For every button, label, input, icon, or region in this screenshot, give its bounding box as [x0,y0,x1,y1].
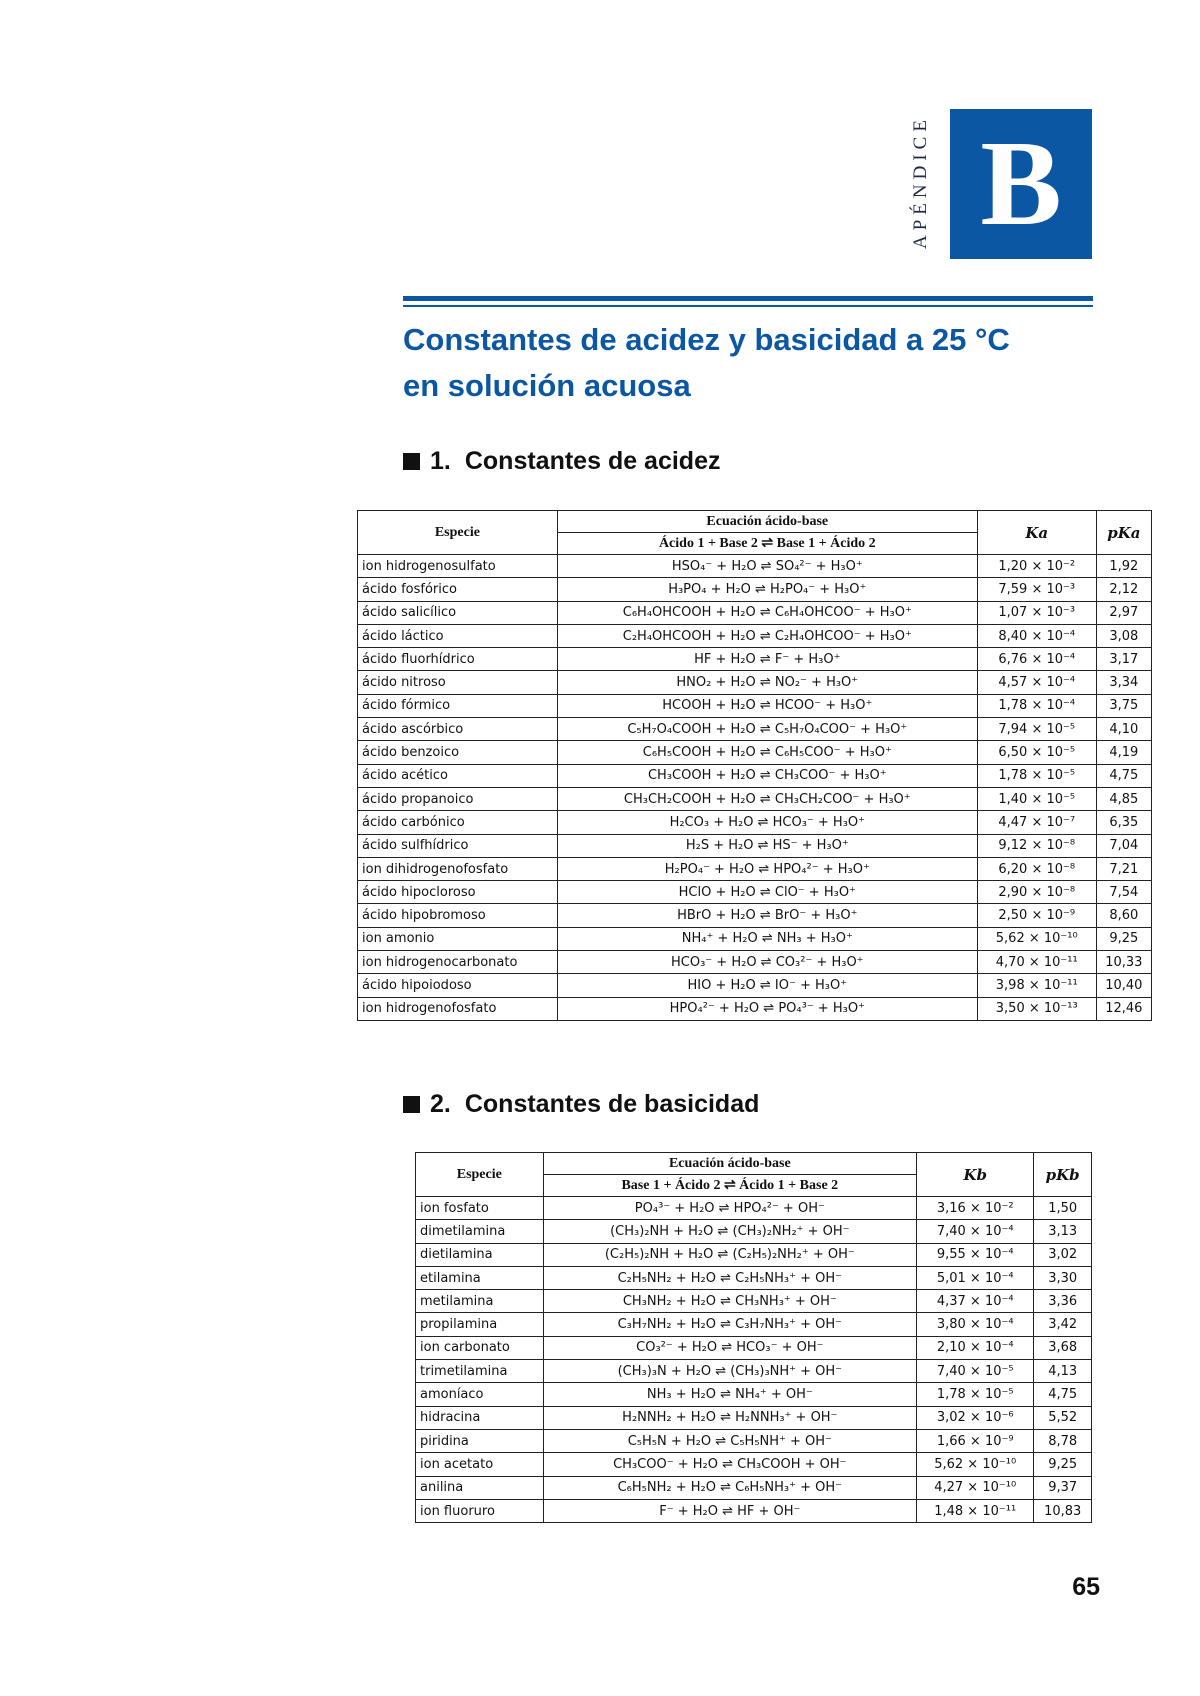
header-equation: Ecuación ácido-base [543,1153,916,1175]
table-row [358,694,1152,717]
pk-cell: 3,30 [1034,1266,1092,1289]
constant-cell: 5,62 × 10⁻¹⁰ [917,1453,1034,1476]
species-cell: ion dihidrogenofosfato [358,857,558,880]
table-row [358,555,1152,578]
species-cell: ácido fluorhídrico [358,648,558,671]
header-ka: Ka [977,511,1096,555]
table-row [416,1313,1092,1336]
species-cell: ion acetato [416,1453,544,1476]
section-title: Constantes de acidez [464,447,721,475]
equation-cell: C₅H₅N + H₂O ⇌ C₅H₅NH⁺ + OH⁻ [543,1429,916,1452]
header-equation: Ecuación ácido-base [557,511,977,533]
constant-cell: 3,98 × 10⁻¹¹ [977,974,1096,997]
equation-cell: C₆H₅NH₂ + H₂O ⇌ C₆H₅NH₃⁺ + OH⁻ [543,1476,916,1499]
species-cell: amoníaco [416,1383,544,1406]
pk-cell: 3,68 [1034,1336,1092,1359]
pk-cell: 4,75 [1096,764,1151,787]
species-cell: ácido láctico [358,624,558,647]
species-cell: ion hidrogenosulfato [358,555,558,578]
species-cell: ácido propanoico [358,787,558,810]
constant-cell: 3,02 × 10⁻⁶ [917,1406,1034,1429]
table-row [358,718,1152,741]
species-cell: ácido fórmico [358,694,558,717]
equation-cell: (C₂H₅)₂NH + H₂O ⇌ (C₂H₅)₂NH₂⁺ + OH⁻ [543,1243,916,1266]
species-cell: etilamina [416,1266,544,1289]
species-cell: ácido sulfhídrico [358,834,558,857]
section-heading-basicity [403,1090,759,1119]
table-row [416,1360,1092,1383]
table-row [358,927,1152,950]
constant-cell: 4,47 × 10⁻⁷ [977,811,1096,834]
pk-cell: 4,85 [1096,787,1151,810]
constant-cell: 1,20 × 10⁻² [977,555,1096,578]
equation-cell: HCO₃⁻ + H₂O ⇌ CO₃²⁻ + H₃O⁺ [557,951,977,974]
constant-cell: 1,78 × 10⁻⁵ [917,1383,1034,1406]
pk-cell: 3,02 [1034,1243,1092,1266]
appendix-label: APÉNDICE [910,115,931,249]
equation-cell: (CH₃)₂NH + H₂O ⇌ (CH₃)₂NH₂⁺ + OH⁻ [543,1220,916,1243]
equation-cell: HSO₄⁻ + H₂O ⇌ SO₄²⁻ + H₃O⁺ [557,555,977,578]
equation-cell: CH₃COOH + H₂O ⇌ CH₃COO⁻ + H₃O⁺ [557,764,977,787]
table-row [416,1383,1092,1406]
equation-cell: H₃PO₄ + H₂O ⇌ H₂PO₄⁻ + H₃O⁺ [557,578,977,601]
table-row [358,811,1152,834]
pk-cell: 7,04 [1096,834,1151,857]
equation-cell: C₂H₄OHCOOH + H₂O ⇌ C₂H₄OHCOO⁻ + H₃O⁺ [557,624,977,647]
species-cell: anilina [416,1476,544,1499]
constant-cell: 9,55 × 10⁻⁴ [917,1243,1034,1266]
pk-cell: 9,37 [1034,1476,1092,1499]
species-cell: ácido fosfórico [358,578,558,601]
table-row [358,764,1152,787]
equation-cell: NH₄⁺ + H₂O ⇌ NH₃ + H₃O⁺ [557,927,977,950]
table-row [358,857,1152,880]
pk-cell: 4,13 [1034,1360,1092,1383]
pk-cell: 7,21 [1096,857,1151,880]
constant-cell: 5,62 × 10⁻¹⁰ [977,927,1096,950]
equation-cell: C₃H₇NH₂ + H₂O ⇌ C₃H₇NH₃⁺ + OH⁻ [543,1313,916,1336]
table-row [358,741,1152,764]
constant-cell: 6,76 × 10⁻⁴ [977,648,1096,671]
table-row [358,578,1152,601]
species-cell: dietilamina [416,1243,544,1266]
table-row [416,1499,1092,1522]
table-row [416,1197,1092,1220]
species-cell: ácido acético [358,764,558,787]
title-rule-thick [403,296,1093,301]
page-title-line1: Constantes de acidez y basicidad a 25 °C [403,322,1010,357]
equation-cell: HNO₂ + H₂O ⇌ NO₂⁻ + H₃O⁺ [557,671,977,694]
species-cell: ácido hipocloroso [358,881,558,904]
appendix-letter-box [950,109,1092,259]
species-cell: ion amonio [358,927,558,950]
pk-cell: 1,92 [1096,555,1151,578]
species-cell: ion fluoruro [416,1499,544,1522]
constant-cell: 1,48 × 10⁻¹¹ [917,1499,1034,1522]
equation-cell: H₂S + H₂O ⇌ HS⁻ + H₃O⁺ [557,834,977,857]
header-pka: pKa [1096,511,1151,555]
table-row [416,1336,1092,1359]
species-cell: ácido carbónico [358,811,558,834]
constant-cell: 4,27 × 10⁻¹⁰ [917,1476,1034,1499]
equation-cell: H₂NNH₂ + H₂O ⇌ H₂NNH₃⁺ + OH⁻ [543,1406,916,1429]
equation-cell: CH₃COO⁻ + H₂O ⇌ CH₃COOH + OH⁻ [543,1453,916,1476]
pk-cell: 10,40 [1096,974,1151,997]
square-bullet-icon [403,453,420,470]
equation-cell: C₅H₇O₄COOH + H₂O ⇌ C₅H₇O₄COO⁻ + H₃O⁺ [557,718,977,741]
constant-cell: 7,40 × 10⁻⁴ [917,1220,1034,1243]
page-title [403,317,1123,409]
pk-cell: 1,50 [1034,1197,1092,1220]
constant-cell: 2,90 × 10⁻⁸ [977,881,1096,904]
table-row [416,1220,1092,1243]
equation-cell: (CH₃)₃N + H₂O ⇌ (CH₃)₃NH⁺ + OH⁻ [543,1360,916,1383]
table-row [416,1243,1092,1266]
section-title: Constantes de basicidad [464,1090,760,1118]
table-row [358,951,1152,974]
square-bullet-icon [403,1096,420,1113]
table-row [416,1266,1092,1289]
table-row [358,624,1152,647]
header-pkb: pKb [1034,1153,1092,1197]
basicity-table-body [416,1197,1092,1523]
table-row [358,671,1152,694]
section-number: 1. [430,447,451,475]
table-row [358,881,1152,904]
table-row [416,1453,1092,1476]
species-cell: propilamina [416,1313,544,1336]
species-cell: ion hidrogenocarbonato [358,951,558,974]
constant-cell: 1,07 × 10⁻³ [977,601,1096,624]
basicity-constants-table [415,1152,1092,1523]
table-row [358,997,1152,1020]
constant-cell: 2,10 × 10⁻⁴ [917,1336,1034,1359]
acidity-constants-table [357,510,1152,1021]
constant-cell: 9,12 × 10⁻⁸ [977,834,1096,857]
constant-cell: 3,50 × 10⁻¹³ [977,997,1096,1020]
constant-cell: 7,59 × 10⁻³ [977,578,1096,601]
constant-cell: 4,37 × 10⁻⁴ [917,1290,1034,1313]
header-equation-sub: Ácido 1 + Base 2 ⇌ Base 1 + Ácido 2 [557,533,977,555]
equation-cell: C₆H₄OHCOOH + H₂O ⇌ C₆H₄OHCOO⁻ + H₃O⁺ [557,601,977,624]
pk-cell: 9,25 [1096,927,1151,950]
pk-cell: 8,78 [1034,1429,1092,1452]
title-rule-thin [403,305,1093,307]
equation-cell: CH₃CH₂COOH + H₂O ⇌ CH₃CH₂COO⁻ + H₃O⁺ [557,787,977,810]
constant-cell: 8,40 × 10⁻⁴ [977,624,1096,647]
constant-cell: 7,40 × 10⁻⁵ [917,1360,1034,1383]
pk-cell: 10,83 [1034,1499,1092,1522]
constant-cell: 1,78 × 10⁻⁵ [977,764,1096,787]
table-row [358,834,1152,857]
equation-cell: HBrO + H₂O ⇌ BrO⁻ + H₃O⁺ [557,904,977,927]
species-cell: ácido hipobromoso [358,904,558,927]
pk-cell: 7,54 [1096,881,1151,904]
appendix-letter: B [980,116,1062,251]
equation-cell: CO₃²⁻ + H₂O ⇌ HCO₃⁻ + OH⁻ [543,1336,916,1359]
pk-cell: 5,52 [1034,1406,1092,1429]
pk-cell: 2,97 [1096,601,1151,624]
table-row [358,648,1152,671]
constant-cell: 6,20 × 10⁻⁸ [977,857,1096,880]
constant-cell: 5,01 × 10⁻⁴ [917,1266,1034,1289]
acidity-table-body [358,555,1152,1021]
pk-cell: 12,46 [1096,997,1151,1020]
pk-cell: 3,13 [1034,1220,1092,1243]
table-row [358,601,1152,624]
pk-cell: 3,17 [1096,648,1151,671]
equation-cell: H₂PO₄⁻ + H₂O ⇌ HPO₄²⁻ + H₃O⁺ [557,857,977,880]
equation-cell: HF + H₂O ⇌ F⁻ + H₃O⁺ [557,648,977,671]
pk-cell: 9,25 [1034,1453,1092,1476]
pk-cell: 4,75 [1034,1383,1092,1406]
page-title-line2: en solución acuosa [403,368,691,403]
equation-cell: C₂H₅NH₂ + H₂O ⇌ C₂H₅NH₃⁺ + OH⁻ [543,1266,916,1289]
species-cell: piridina [416,1429,544,1452]
constant-cell: 6,50 × 10⁻⁵ [977,741,1096,764]
pk-cell: 10,33 [1096,951,1151,974]
table-row [358,787,1152,810]
constant-cell: 1,40 × 10⁻⁵ [977,787,1096,810]
constant-cell: 3,16 × 10⁻² [917,1197,1034,1220]
section-heading-acidity [403,447,721,476]
table-row [358,904,1152,927]
constant-cell: 4,57 × 10⁻⁴ [977,671,1096,694]
constant-cell: 3,80 × 10⁻⁴ [917,1313,1034,1336]
section-number: 2. [430,1090,451,1118]
species-cell: ácido nitroso [358,671,558,694]
pk-cell: 3,34 [1096,671,1151,694]
table-row [416,1476,1092,1499]
species-cell: ion hidrogenofosfato [358,997,558,1020]
constant-cell: 1,66 × 10⁻⁹ [917,1429,1034,1452]
species-cell: hidracina [416,1406,544,1429]
species-cell: ácido ascórbico [358,718,558,741]
equation-cell: CH₃NH₂ + H₂O ⇌ CH₃NH₃⁺ + OH⁻ [543,1290,916,1313]
table-row [416,1406,1092,1429]
constant-cell: 1,78 × 10⁻⁴ [977,694,1096,717]
pk-cell: 3,75 [1096,694,1151,717]
equation-cell: F⁻ + H₂O ⇌ HF + OH⁻ [543,1499,916,1522]
header-kb: Kb [917,1153,1034,1197]
pk-cell: 2,12 [1096,578,1151,601]
pk-cell: 6,35 [1096,811,1151,834]
equation-cell: H₂CO₃ + H₂O ⇌ HCO₃⁻ + H₃O⁺ [557,811,977,834]
equation-cell: HCOOH + H₂O ⇌ HCOO⁻ + H₃O⁺ [557,694,977,717]
species-cell: trimetilamina [416,1360,544,1383]
species-cell: metilamina [416,1290,544,1313]
equation-cell: C₆H₅COOH + H₂O ⇌ C₆H₅COO⁻ + H₃O⁺ [557,741,977,764]
equation-cell: PO₄³⁻ + H₂O ⇌ HPO₄²⁻ + OH⁻ [543,1197,916,1220]
pk-cell: 3,08 [1096,624,1151,647]
page-number: 65 [1072,1573,1100,1601]
pk-cell: 3,36 [1034,1290,1092,1313]
equation-cell: HClO + H₂O ⇌ ClO⁻ + H₃O⁺ [557,881,977,904]
species-cell: ácido salicílico [358,601,558,624]
pk-cell: 3,42 [1034,1313,1092,1336]
species-cell: dimetilamina [416,1220,544,1243]
table-row [416,1429,1092,1452]
constant-cell: 7,94 × 10⁻⁵ [977,718,1096,741]
equation-cell: HIO + H₂O ⇌ IO⁻ + H₃O⁺ [557,974,977,997]
pk-cell: 4,19 [1096,741,1151,764]
equation-cell: HPO₄²⁻ + H₂O ⇌ PO₄³⁻ + H₃O⁺ [557,997,977,1020]
constant-cell: 2,50 × 10⁻⁹ [977,904,1096,927]
species-cell: ion carbonato [416,1336,544,1359]
species-cell: ácido benzoico [358,741,558,764]
species-cell: ion fosfato [416,1197,544,1220]
constant-cell: 4,70 × 10⁻¹¹ [977,951,1096,974]
header-species: Especie [358,511,558,555]
pk-cell: 4,10 [1096,718,1151,741]
pk-cell: 8,60 [1096,904,1151,927]
table-row [358,974,1152,997]
table-row [416,1290,1092,1313]
header-equation-sub: Base 1 + Ácido 2 ⇌ Ácido 1 + Base 2 [543,1175,916,1197]
equation-cell: NH₃ + H₂O ⇌ NH₄⁺ + OH⁻ [543,1383,916,1406]
species-cell: ácido hipoiodoso [358,974,558,997]
header-species: Especie [416,1153,544,1197]
